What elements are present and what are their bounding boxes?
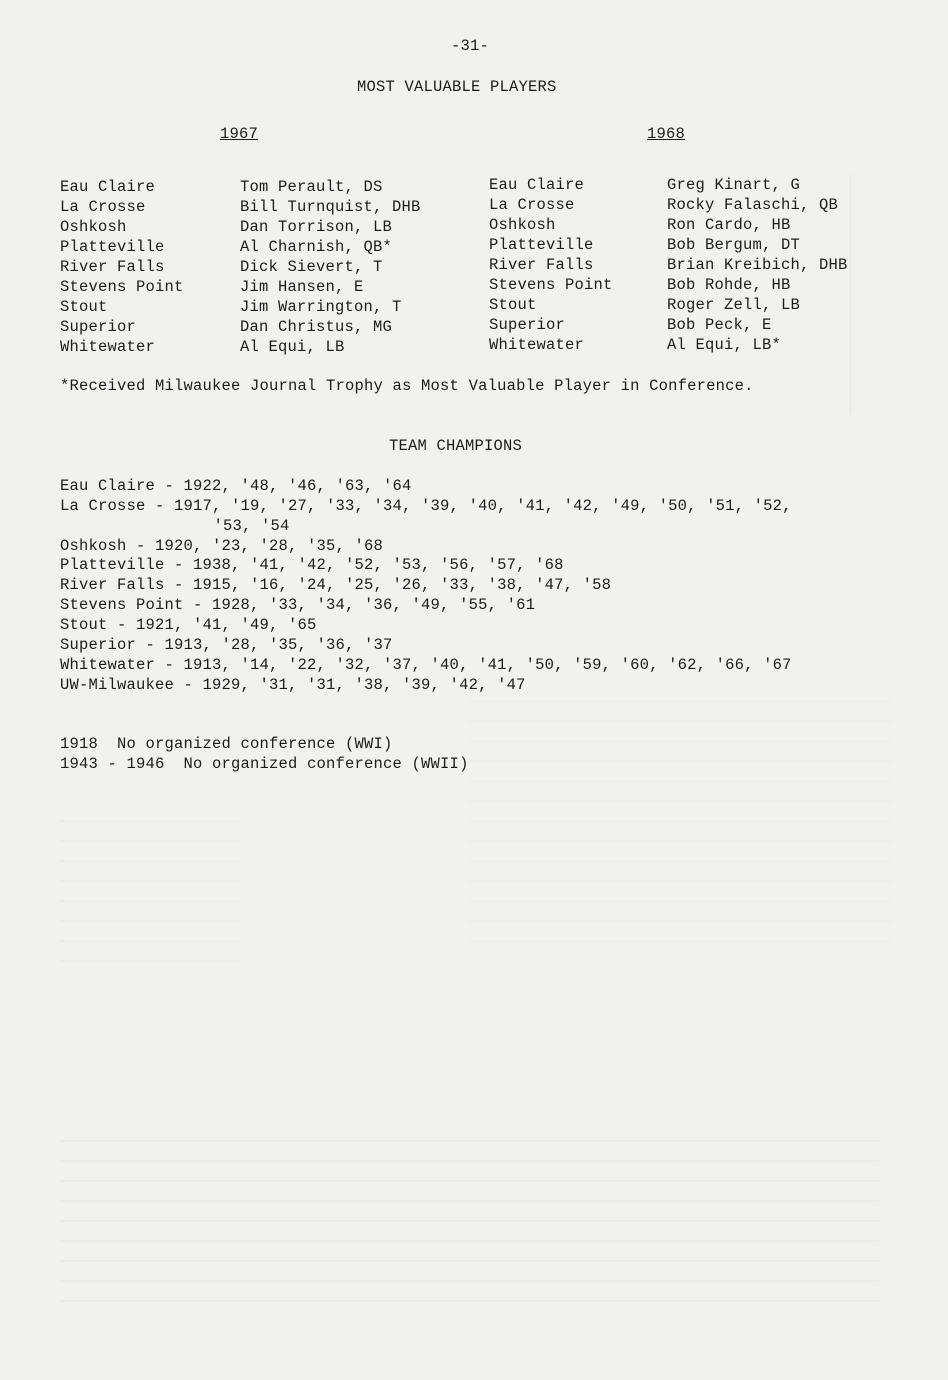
mvp-1967-player: Jim Warrington, T [240, 298, 402, 316]
champions-line: Platteville - 1938, '41, '42, '52, '53, '56, '57, '68 [60, 556, 564, 574]
champions-line: UW-Milwaukee - 1929, '31, '31, '38, '39, '42, '47 [60, 676, 526, 694]
mvp-1967-player: Dan Christus, MG [240, 318, 393, 336]
mvp-1967-player: Bill Turnquist, DHB [240, 198, 421, 216]
mvp-1968-school: River Falls [489, 256, 594, 274]
mvp-1967-school: Stout [60, 298, 108, 316]
mvp-1968-player: Bob Peck, E [667, 316, 772, 334]
mvp-1968-school: La Crosse [489, 196, 575, 214]
mvp-1967-player: Dick Sievert, T [240, 258, 383, 276]
mvp-1967-school: River Falls [60, 258, 165, 276]
mvp-title: MOST VALUABLE PLAYERS [357, 78, 557, 96]
mvp-1967-player: Al Charnish, QB* [240, 238, 393, 256]
mvp-footnote: *Received Milwaukee Journal Trophy as Most Valuable Player in Conference. [60, 377, 754, 395]
champions-line: Stevens Point - 1928, '33, '34, '36, '49, '55, '61 [60, 596, 536, 614]
mvp-1967-school: Whitewater [60, 338, 156, 356]
champions-line: Stout - 1921, '41, '49, '65 [60, 616, 317, 634]
page-number: -31- [451, 37, 490, 55]
mvp-1968-school: Oshkosh [489, 216, 556, 234]
mvp-1967-school: Eau Claire [60, 178, 156, 196]
mvp-1968-school: Superior [489, 316, 566, 334]
mvp-1967-school: La Crosse [60, 198, 146, 216]
champions-line: La Crosse - 1917, '19, '27, '33, '34, '39, '40, '41, '42, '49, '50, '51, '52, [60, 497, 792, 515]
mvp-1967-school: Superior [60, 318, 137, 336]
mvp-1968-school: Eau Claire [489, 176, 585, 194]
champions-line: Whitewater - 1913, '14, '22, '32, '37, '40, '41, '50, '59, '60, '62, '66, '67 [60, 656, 792, 674]
team-champions-title: TEAM CHAMPIONS [389, 437, 523, 455]
champions-line: Superior - 1913, '28, '35, '36, '37 [60, 636, 393, 654]
mvp-1967-player: Tom Perault, DS [240, 178, 383, 196]
mvp-1968-school: Whitewater [489, 336, 585, 354]
champions-line: Eau Claire - 1922, '48, '46, '63, '64 [60, 477, 412, 495]
mvp-1968-player: Rocky Falaschi, QB [667, 196, 839, 214]
mvp-1968-player: Brian Kreibich, DHB [667, 256, 848, 274]
mvp-1968-player: Greg Kinart, G [667, 176, 801, 194]
champions-line: '53, '54 [185, 517, 290, 535]
mvp-1967-player: Al Equi, LB [240, 338, 345, 356]
note-line: 1943 - 1946 No organized conference (WWII) [60, 755, 469, 773]
mvp-1968-player: Roger Zell, LB [667, 296, 801, 314]
mvp-1967-school: Platteville [60, 238, 165, 256]
champions-line: Oshkosh - 1920, '23, '28, '35, '68 [60, 537, 384, 555]
mvp-1968-player: Al Equi, LB* [667, 336, 782, 354]
champions-line: River Falls - 1915, '16, '24, '25, '26, '33, '38, '47, '58 [60, 576, 612, 594]
mvp-1967-player: Jim Hansen, E [240, 278, 364, 296]
mvp-1967-school: Oshkosh [60, 218, 127, 236]
mvp-1968-player: Ron Cardo, HB [667, 216, 791, 234]
note-line: 1918 No organized conference (WWI) [60, 735, 393, 753]
year-1967-heading: 1967 [220, 125, 259, 143]
mvp-1968-player: Bob Bergum, DT [667, 236, 801, 254]
mvp-1968-school: Stevens Point [489, 276, 613, 294]
year-1968-heading: 1968 [647, 125, 686, 143]
mvp-1968-school: Platteville [489, 236, 594, 254]
mvp-1968-player: Bob Rohde, HB [667, 276, 791, 294]
mvp-1967-player: Dan Torrison, LB [240, 218, 393, 236]
mvp-1967-school: Stevens Point [60, 278, 184, 296]
mvp-1968-school: Stout [489, 296, 537, 314]
